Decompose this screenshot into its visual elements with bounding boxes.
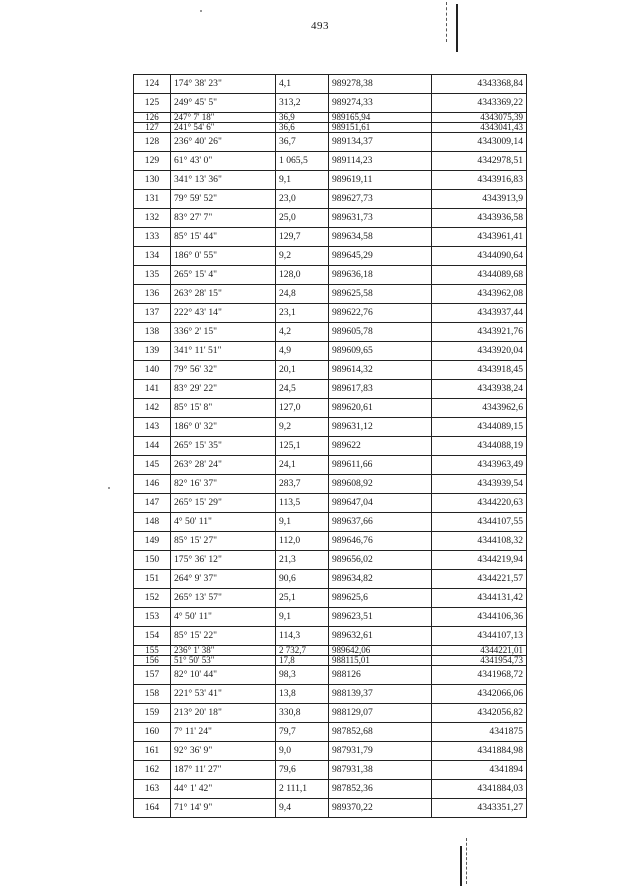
point-number-cell: 159 (134, 704, 171, 723)
distance-cell: 330,8 (276, 704, 329, 723)
y-coordinate-cell: 4341954,73 (432, 656, 527, 666)
y-coordinate-cell: 4343961,41 (432, 228, 527, 247)
table-row (134, 285, 527, 304)
bearing-angle-cell: 236° 1' 38" (171, 646, 276, 656)
distance-cell: 128,0 (276, 266, 329, 285)
distance-cell: 9,1 (276, 171, 329, 190)
point-number-cell: 128 (134, 133, 171, 152)
distance-cell: 113,5 (276, 494, 329, 513)
x-coordinate-cell: 989634,58 (329, 228, 432, 247)
bearing-angle-cell: 263° 28' 24" (171, 456, 276, 475)
point-number-cell: 152 (134, 589, 171, 608)
table-row (134, 666, 527, 685)
table-row (134, 551, 527, 570)
bearing-angle-cell: 241° 54' 6" (171, 123, 276, 133)
table-row (134, 304, 527, 323)
bearing-angle-cell: 82° 16' 37" (171, 475, 276, 494)
scan-edge-mark (456, 4, 458, 52)
table-row (134, 228, 527, 247)
distance-cell: 9,0 (276, 742, 329, 761)
page-number: 493 (311, 20, 329, 32)
point-number-cell: 139 (134, 342, 171, 361)
table-row (134, 209, 527, 228)
table-row (134, 113, 527, 123)
table-row (134, 171, 527, 190)
point-number-cell: 140 (134, 361, 171, 380)
x-coordinate-cell: 989278,38 (329, 75, 432, 94)
table-row (134, 704, 527, 723)
distance-cell: 2 111,1 (276, 780, 329, 799)
table-row (134, 323, 527, 342)
x-coordinate-cell: 989114,23 (329, 152, 432, 171)
distance-cell: 9,4 (276, 799, 329, 818)
point-number-cell: 146 (134, 475, 171, 494)
bearing-angle-cell: 186° 0' 32" (171, 418, 276, 437)
y-coordinate-cell: 4343921,76 (432, 323, 527, 342)
distance-cell: 36,7 (276, 133, 329, 152)
table-row (134, 123, 527, 133)
point-number-cell: 151 (134, 570, 171, 589)
distance-cell: 9,1 (276, 608, 329, 627)
x-coordinate-cell: 989274,33 (329, 94, 432, 113)
table-row (134, 475, 527, 494)
y-coordinate-cell: 4343009,14 (432, 133, 527, 152)
bearing-angle-cell: 4° 50' 11" (171, 608, 276, 627)
point-number-cell: 127 (134, 123, 171, 133)
point-number-cell: 145 (134, 456, 171, 475)
distance-cell: 125,1 (276, 437, 329, 456)
distance-cell: 24,5 (276, 380, 329, 399)
y-coordinate-cell: 4342066,06 (432, 685, 527, 704)
y-coordinate-cell: 4344089,15 (432, 418, 527, 437)
y-coordinate-cell: 4343918,45 (432, 361, 527, 380)
scan-edge-mark (446, 2, 447, 42)
y-coordinate-cell: 4344219,94 (432, 551, 527, 570)
distance-cell: 36,6 (276, 123, 329, 133)
point-number-cell: 164 (134, 799, 171, 818)
bearing-angle-cell: 92° 36' 9" (171, 742, 276, 761)
distance-cell: 4,9 (276, 342, 329, 361)
x-coordinate-cell: 989151,61 (329, 123, 432, 133)
x-coordinate-cell: 989625,58 (329, 285, 432, 304)
point-number-cell: 147 (134, 494, 171, 513)
x-coordinate-cell: 989622,76 (329, 304, 432, 323)
table-row (134, 685, 527, 704)
point-number-cell: 126 (134, 113, 171, 123)
y-coordinate-cell: 4344088,19 (432, 437, 527, 456)
point-number-cell: 149 (134, 532, 171, 551)
table-row (134, 608, 527, 627)
table-row (134, 589, 527, 608)
scan-edge-mark (460, 846, 462, 886)
point-number-cell: 141 (134, 380, 171, 399)
x-coordinate-cell: 989656,02 (329, 551, 432, 570)
distance-cell: 36,9 (276, 113, 329, 123)
point-number-cell: 133 (134, 228, 171, 247)
bearing-angle-cell: 7° 11' 24" (171, 723, 276, 742)
distance-cell: 79,7 (276, 723, 329, 742)
table-row (134, 761, 527, 780)
bearing-angle-cell: 341° 13' 36" (171, 171, 276, 190)
table-row (134, 190, 527, 209)
bearing-angle-cell: 175° 36' 12" (171, 551, 276, 570)
table-row (134, 570, 527, 589)
point-number-cell: 160 (134, 723, 171, 742)
bearing-angle-cell: 85° 15' 22" (171, 627, 276, 646)
bearing-angle-cell: 85° 15' 27" (171, 532, 276, 551)
x-coordinate-cell: 989619,11 (329, 171, 432, 190)
x-coordinate-cell: 989165,94 (329, 113, 432, 123)
bearing-angle-cell: 247° 7' 18" (171, 113, 276, 123)
table-row (134, 133, 527, 152)
x-coordinate-cell: 987931,38 (329, 761, 432, 780)
x-coordinate-cell: 989637,66 (329, 513, 432, 532)
point-number-cell: 138 (134, 323, 171, 342)
y-coordinate-cell: 4343351,27 (432, 799, 527, 818)
bearing-angle-cell: 83° 29' 22" (171, 380, 276, 399)
y-coordinate-cell: 4343916,83 (432, 171, 527, 190)
bearing-angle-cell: 79° 59' 52" (171, 190, 276, 209)
bearing-angle-cell: 186° 0' 55" (171, 247, 276, 266)
point-number-cell: 124 (134, 75, 171, 94)
bearing-angle-cell: 174° 38' 23" (171, 75, 276, 94)
point-number-cell: 131 (134, 190, 171, 209)
x-coordinate-cell: 989646,76 (329, 532, 432, 551)
bearing-angle-cell: 221° 53' 41" (171, 685, 276, 704)
y-coordinate-cell: 4343369,22 (432, 94, 527, 113)
distance-cell: 79,6 (276, 761, 329, 780)
bearing-angle-cell: 51° 50' 53" (171, 656, 276, 666)
distance-cell: 127,0 (276, 399, 329, 418)
table-row (134, 780, 527, 799)
x-coordinate-cell: 989631,73 (329, 209, 432, 228)
table-row (134, 723, 527, 742)
table-row (134, 799, 527, 818)
x-coordinate-cell: 989617,83 (329, 380, 432, 399)
bearing-angle-cell: 265° 15' 35" (171, 437, 276, 456)
y-coordinate-cell: 4344131,42 (432, 589, 527, 608)
y-coordinate-cell: 4344107,13 (432, 627, 527, 646)
bearing-angle-cell: 4° 50' 11" (171, 513, 276, 532)
scan-speck (108, 487, 110, 489)
distance-cell: 1 065,5 (276, 152, 329, 171)
table-row (134, 656, 527, 666)
scan-edge-mark (466, 838, 467, 884)
x-coordinate-cell: 989609,65 (329, 342, 432, 361)
y-coordinate-cell: 4343962,08 (432, 285, 527, 304)
bearing-angle-cell: 341° 11' 51" (171, 342, 276, 361)
point-number-cell: 155 (134, 646, 171, 656)
point-number-cell: 134 (134, 247, 171, 266)
x-coordinate-cell: 989642,06 (329, 646, 432, 656)
distance-cell: 24,1 (276, 456, 329, 475)
point-number-cell: 143 (134, 418, 171, 437)
x-coordinate-cell: 988115,01 (329, 656, 432, 666)
point-number-cell: 130 (134, 171, 171, 190)
bearing-angle-cell: 222° 43' 14" (171, 304, 276, 323)
table-row (134, 532, 527, 551)
y-coordinate-cell: 4341968,72 (432, 666, 527, 685)
table-row (134, 646, 527, 656)
point-number-cell: 148 (134, 513, 171, 532)
y-coordinate-cell: 4344221,57 (432, 570, 527, 589)
point-number-cell: 144 (134, 437, 171, 456)
distance-cell: 20,1 (276, 361, 329, 380)
x-coordinate-cell: 987852,36 (329, 780, 432, 799)
distance-cell: 98,3 (276, 666, 329, 685)
distance-cell: 4,2 (276, 323, 329, 342)
x-coordinate-cell: 987931,79 (329, 742, 432, 761)
table-row (134, 380, 527, 399)
y-coordinate-cell: 4343938,24 (432, 380, 527, 399)
y-coordinate-cell: 4343939,54 (432, 475, 527, 494)
point-number-cell: 153 (134, 608, 171, 627)
distance-cell: 2 732,7 (276, 646, 329, 656)
table-row (134, 456, 527, 475)
x-coordinate-cell: 989623,51 (329, 608, 432, 627)
distance-cell: 129,7 (276, 228, 329, 247)
x-coordinate-cell: 989636,18 (329, 266, 432, 285)
x-coordinate-cell: 989634,82 (329, 570, 432, 589)
bearing-angle-cell: 83° 27' 7" (171, 209, 276, 228)
y-coordinate-cell: 4344106,36 (432, 608, 527, 627)
x-coordinate-cell: 989608,92 (329, 475, 432, 494)
point-number-cell: 132 (134, 209, 171, 228)
distance-cell: 23,0 (276, 190, 329, 209)
y-coordinate-cell: 4343368,84 (432, 75, 527, 94)
point-number-cell: 161 (134, 742, 171, 761)
x-coordinate-cell: 989611,66 (329, 456, 432, 475)
point-number-cell: 137 (134, 304, 171, 323)
x-coordinate-cell: 988139,37 (329, 685, 432, 704)
bearing-angle-cell: 71° 14' 9" (171, 799, 276, 818)
bearing-angle-cell: 44° 1' 42" (171, 780, 276, 799)
x-coordinate-cell: 989605,78 (329, 323, 432, 342)
table-row (134, 418, 527, 437)
x-coordinate-cell: 989647,04 (329, 494, 432, 513)
table-row (134, 742, 527, 761)
point-number-cell: 135 (134, 266, 171, 285)
bearing-angle-cell: 85° 15' 8" (171, 399, 276, 418)
point-number-cell: 156 (134, 656, 171, 666)
table-row (134, 266, 527, 285)
point-number-cell: 125 (134, 94, 171, 113)
x-coordinate-cell: 989620,61 (329, 399, 432, 418)
y-coordinate-cell: 4343920,04 (432, 342, 527, 361)
table-row (134, 152, 527, 171)
bearing-angle-cell: 264° 9' 37" (171, 570, 276, 589)
distance-cell: 13,8 (276, 685, 329, 704)
bearing-angle-cell: 82° 10' 44" (171, 666, 276, 685)
point-number-cell: 157 (134, 666, 171, 685)
y-coordinate-cell: 4343963,49 (432, 456, 527, 475)
distance-cell: 17,8 (276, 656, 329, 666)
table-row (134, 75, 527, 94)
x-coordinate-cell: 989370,22 (329, 799, 432, 818)
distance-cell: 23,1 (276, 304, 329, 323)
x-coordinate-cell: 989625,6 (329, 589, 432, 608)
point-number-cell: 150 (134, 551, 171, 570)
distance-cell: 25,1 (276, 589, 329, 608)
x-coordinate-cell: 989134,37 (329, 133, 432, 152)
x-coordinate-cell: 989627,73 (329, 190, 432, 209)
y-coordinate-cell: 4344089,68 (432, 266, 527, 285)
x-coordinate-cell: 988129,07 (329, 704, 432, 723)
table-row (134, 627, 527, 646)
bearing-angle-cell: 265° 15' 29" (171, 494, 276, 513)
distance-cell: 9,1 (276, 513, 329, 532)
point-number-cell: 129 (134, 152, 171, 171)
bearing-angle-cell: 336° 2' 15" (171, 323, 276, 342)
x-coordinate-cell: 989632,61 (329, 627, 432, 646)
distance-cell: 90,6 (276, 570, 329, 589)
point-number-cell: 142 (134, 399, 171, 418)
table-row (134, 247, 527, 266)
x-coordinate-cell: 989622 (329, 437, 432, 456)
bearing-angle-cell: 85° 15' 44" (171, 228, 276, 247)
y-coordinate-cell: 4343913,9 (432, 190, 527, 209)
distance-cell: 4,1 (276, 75, 329, 94)
coordinates-table (133, 74, 527, 818)
x-coordinate-cell: 989645,29 (329, 247, 432, 266)
bearing-angle-cell: 249° 45' 5" (171, 94, 276, 113)
distance-cell: 313,2 (276, 94, 329, 113)
y-coordinate-cell: 4343936,58 (432, 209, 527, 228)
table-row (134, 437, 527, 456)
x-coordinate-cell: 989614,32 (329, 361, 432, 380)
table-row (134, 94, 527, 113)
y-coordinate-cell: 4341884,98 (432, 742, 527, 761)
bearing-angle-cell: 213° 20' 18" (171, 704, 276, 723)
point-number-cell: 163 (134, 780, 171, 799)
bearing-angle-cell: 265° 13' 57" (171, 589, 276, 608)
scan-speck (200, 10, 202, 12)
y-coordinate-cell: 4342056,82 (432, 704, 527, 723)
y-coordinate-cell: 4342978,51 (432, 152, 527, 171)
distance-cell: 114,3 (276, 627, 329, 646)
bearing-angle-cell: 263° 28' 15" (171, 285, 276, 304)
y-coordinate-cell: 4344221,01 (432, 646, 527, 656)
table-row (134, 399, 527, 418)
distance-cell: 21,3 (276, 551, 329, 570)
point-number-cell: 158 (134, 685, 171, 704)
bearing-angle-cell: 265° 15' 4" (171, 266, 276, 285)
distance-cell: 9,2 (276, 247, 329, 266)
bearing-angle-cell: 236° 40' 26" (171, 133, 276, 152)
bearing-angle-cell: 187° 11' 27" (171, 761, 276, 780)
point-number-cell: 162 (134, 761, 171, 780)
distance-cell: 112,0 (276, 532, 329, 551)
y-coordinate-cell: 4344220,63 (432, 494, 527, 513)
y-coordinate-cell: 4341894 (432, 761, 527, 780)
x-coordinate-cell: 988126 (329, 666, 432, 685)
distance-cell: 283,7 (276, 475, 329, 494)
point-number-cell: 154 (134, 627, 171, 646)
y-coordinate-cell: 4343937,44 (432, 304, 527, 323)
table-row (134, 513, 527, 532)
coordinates-table-body (134, 75, 527, 818)
distance-cell: 24,8 (276, 285, 329, 304)
y-coordinate-cell: 4343962,6 (432, 399, 527, 418)
y-coordinate-cell: 4344108,32 (432, 532, 527, 551)
bearing-angle-cell: 61° 43' 0" (171, 152, 276, 171)
distance-cell: 9,2 (276, 418, 329, 437)
y-coordinate-cell: 4343075,39 (432, 113, 527, 123)
table-row (134, 361, 527, 380)
table-row (134, 342, 527, 361)
y-coordinate-cell: 4341884,03 (432, 780, 527, 799)
bearing-angle-cell: 79° 56' 32" (171, 361, 276, 380)
point-number-cell: 136 (134, 285, 171, 304)
x-coordinate-cell: 987852,68 (329, 723, 432, 742)
y-coordinate-cell: 4344107,55 (432, 513, 527, 532)
y-coordinate-cell: 4343041,43 (432, 123, 527, 133)
distance-cell: 25,0 (276, 209, 329, 228)
y-coordinate-cell: 4344090,64 (432, 247, 527, 266)
y-coordinate-cell: 4341875 (432, 723, 527, 742)
x-coordinate-cell: 989631,12 (329, 418, 432, 437)
table-row (134, 494, 527, 513)
